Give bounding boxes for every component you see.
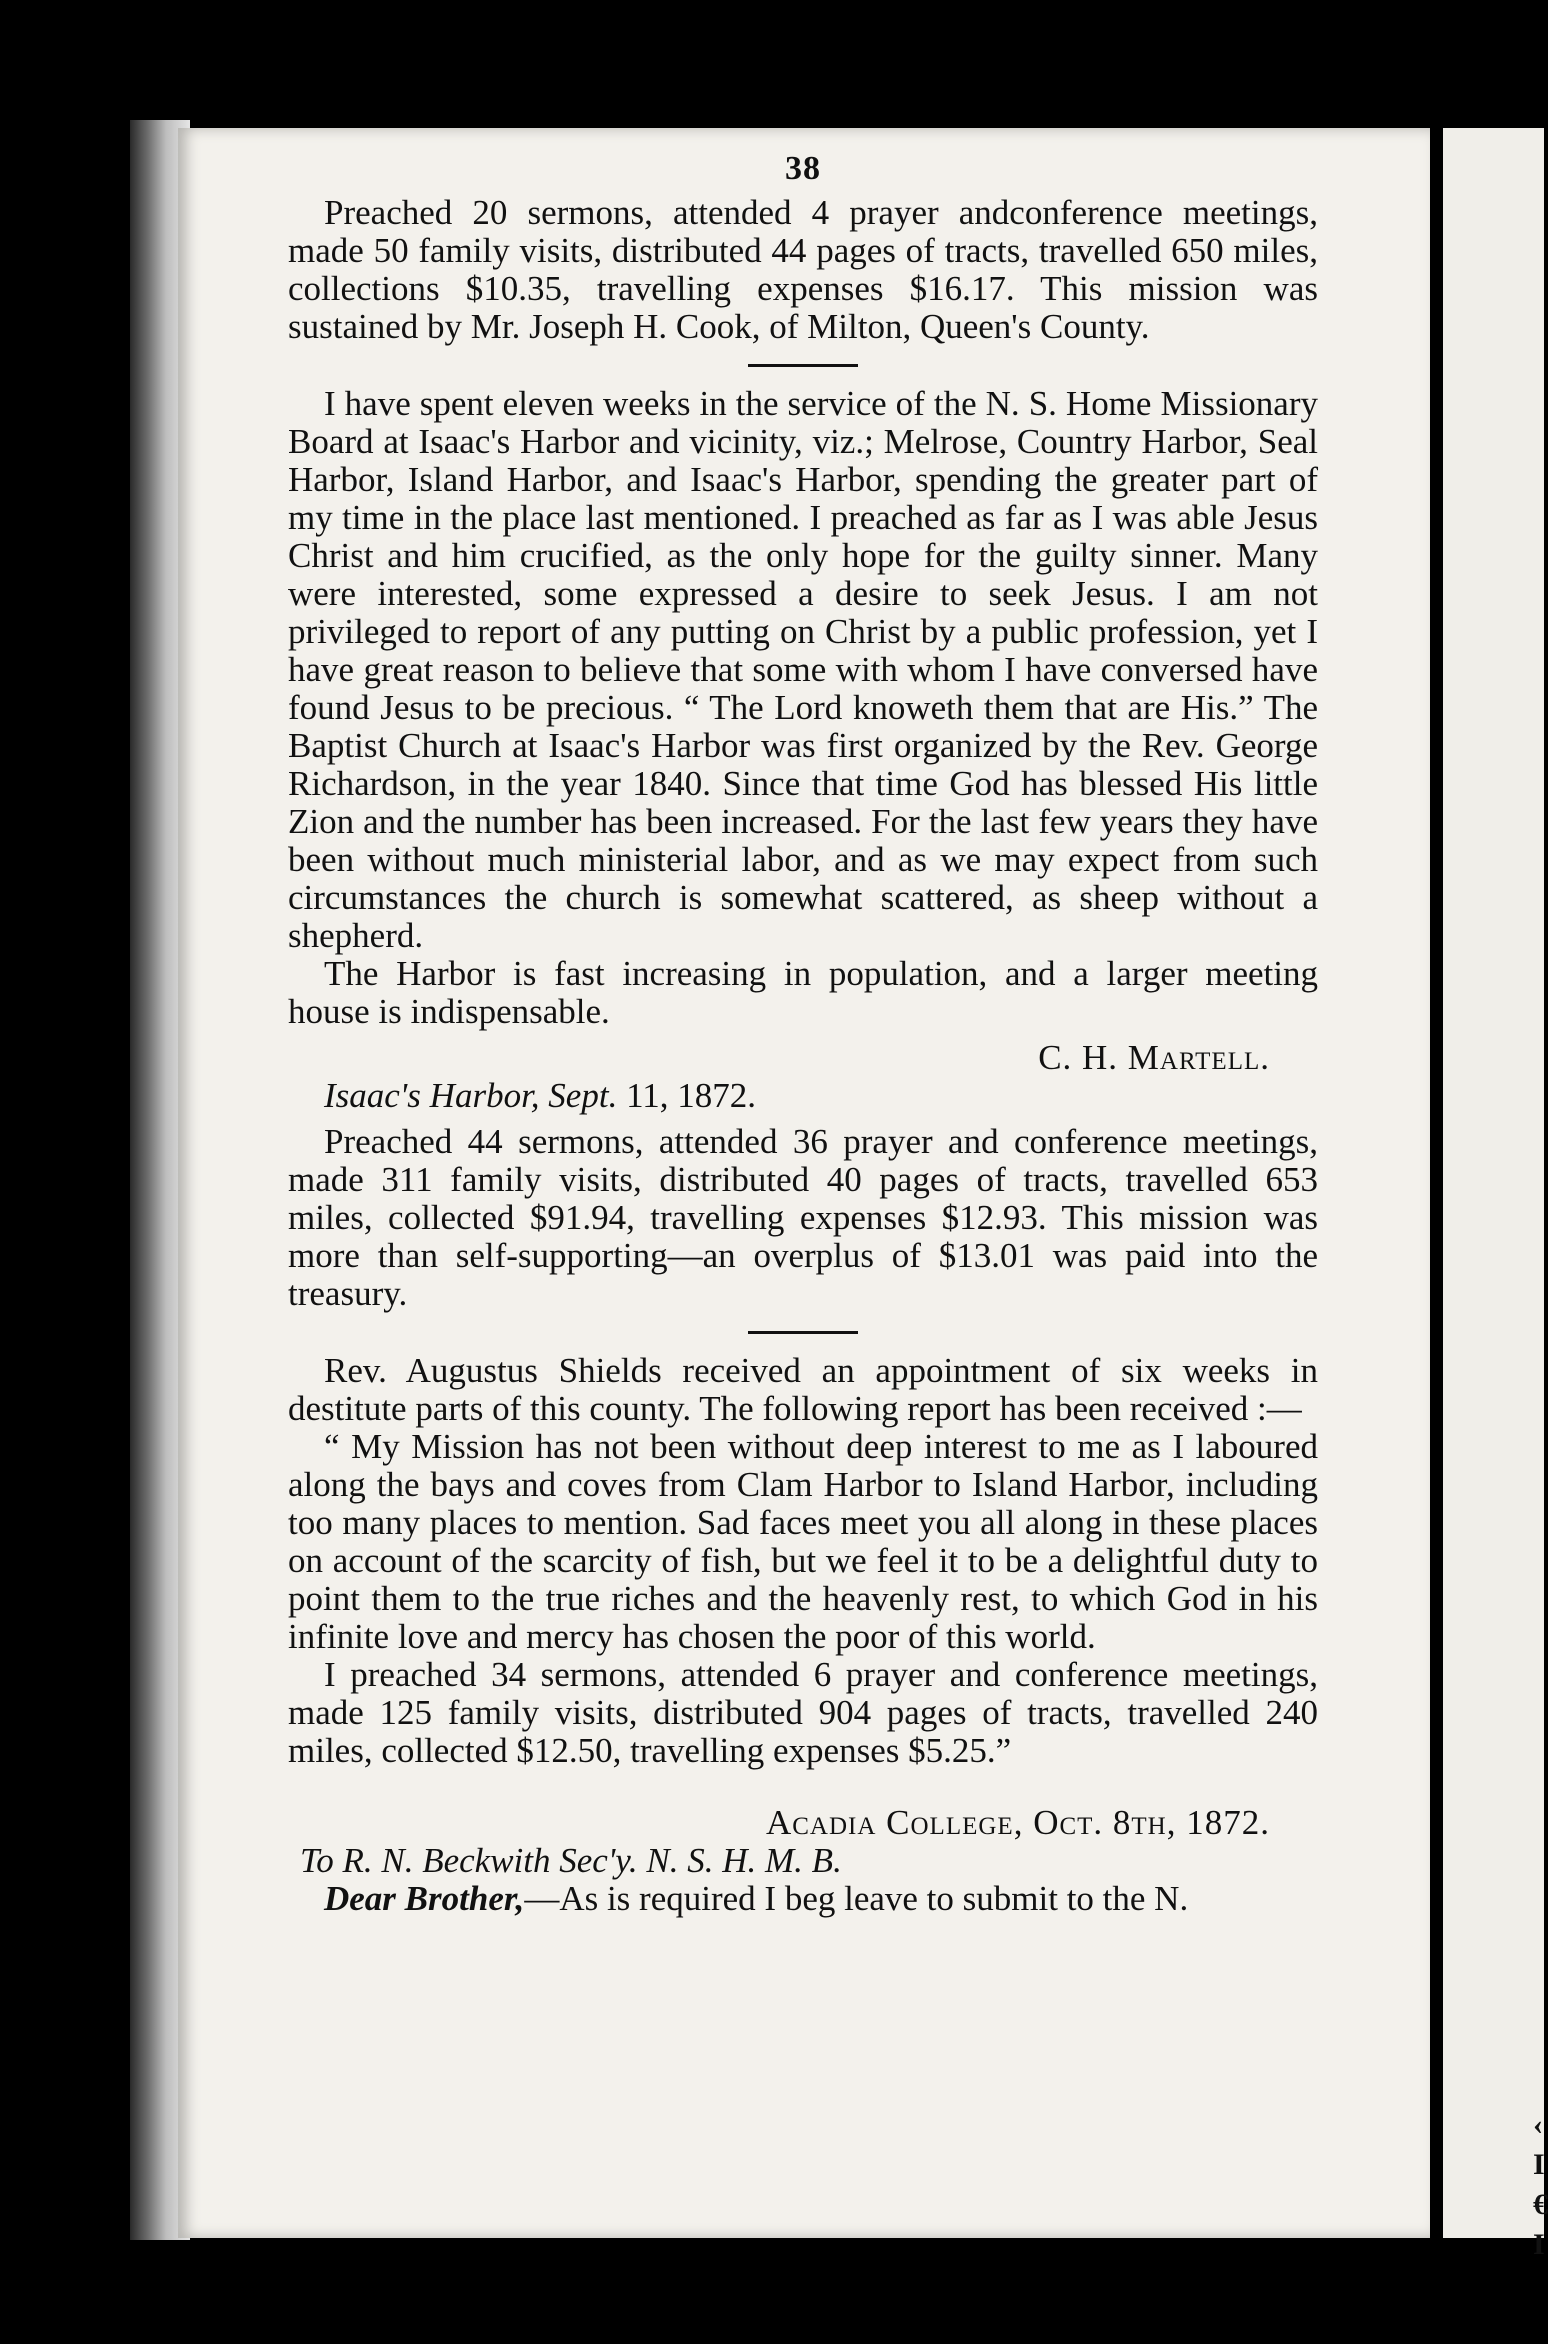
place-date-line	[288, 1077, 1318, 1115]
paragraph-harbor-population: The Harbor is fast increasing in population, and a larger meeting house is indispensable.	[288, 954, 1318, 1031]
facing-page-glyph: I	[1533, 2148, 1545, 2181]
paragraph-martell-stats: Preached 44 sermons, attended 36 prayer and conference meetings, made 311 family visits, distributed 40 pages of tracts, travelled 653 miles, collected $91.94, travelling expenses $12.93. This mission was more than self-supporting—an overplus of $13.01 was paid into the treasury.	[288, 1122, 1318, 1313]
place-date: 11, 1872.	[617, 1076, 757, 1115]
letter-addressee: To R. N. Beckwith Sec'y. N. S. H. M. B.	[300, 1841, 842, 1880]
facing-page-edge	[1443, 128, 1548, 2261]
paragraph-shields-stats: I preached 34 sermons, attended 6 prayer and conference meetings, made 125 family visits, distributed 904 pages of tracts, travelled 240 miles, collected $12.50, travelling expenses $5.25.”	[288, 1655, 1318, 1770]
salutation-text: —As is required I beg leave to submit to the N.	[524, 1879, 1189, 1918]
page-number: 38	[785, 150, 821, 187]
paragraph-shields-quote: “ My Mission has not been without deep interest to me as I laboured along the bays and coves from Clam Harbor to Island Harbor, including too many places to mention. Sad faces meet you all along in these places on account of the scarcity of fish, but we feel it to be a delightful duty to point them to the true riches and the heavenly rest, to which God in his infinite love and mercy has chosen the poor of this world.	[288, 1427, 1318, 1656]
facing-page-glyph: I	[1533, 2228, 1545, 2261]
place-name: Isaac's Harbor, Sept.	[324, 1076, 618, 1115]
dateline-acadia: Acadia College, Oct. 8th, 1872.	[765, 1803, 1270, 1842]
paragraph-martell-report: I have spent eleven weeks in the service of the N. S. Home Missionary Board at Isaac's Harbor and vicinity, viz.; Melrose, Country Harbor, Seal Harbor, Island Harbor, and Isaac's Harbor, spending the greater part of my time in the place last mentioned. I preached as far as I was able Jesus Christ and him crucified, as the only hope for the guilty sinner. Many were interested, some expressed a desire to seek Jesus. I am not privileged to report of any putting on Christ by a public profession, yet I have great reason to believe that some with whom I have conversed have found Jesus to be precious. “ The Lord knoweth them that are His.” The Baptist Church at Isaac's Harbor was first organized by the Rev. George Richardson, in the year 1840. Since that time God has blessed His little Zion and the number has been increased. For the last few years they have been without much ministerial labor, and as we may expect from such circumstances the church is somewhat scattered, as sheep without a shepherd.	[288, 384, 1318, 955]
paragraph-cook-report: Preached 20 sermons, attended 4 prayer andconference meetings, made 50 family visits, distributed 44 pages of tracts, travelled 650 miles, collections $10.35, travelling expenses $16.17. This mission was sustained by Mr. Joseph H. Cook, of Milton, Queen's County.	[288, 193, 1318, 346]
letter-salutation	[288, 1880, 1318, 1918]
paragraph-shields-intro: Rev. Augustus Shields received an appointment of six weeks in destitute parts of this county. The following report has been received :—	[288, 1351, 1318, 1428]
section-rule	[748, 1331, 858, 1334]
salutation-name: Dear Brother,	[324, 1879, 525, 1918]
signature-martell: C. H. Martell.	[1038, 1038, 1270, 1077]
facing-page-glyph: ‹	[1533, 2108, 1543, 2141]
page-text	[288, 150, 1318, 1918]
section-rule	[748, 364, 858, 367]
facing-page-glyph: €	[1533, 2188, 1548, 2221]
